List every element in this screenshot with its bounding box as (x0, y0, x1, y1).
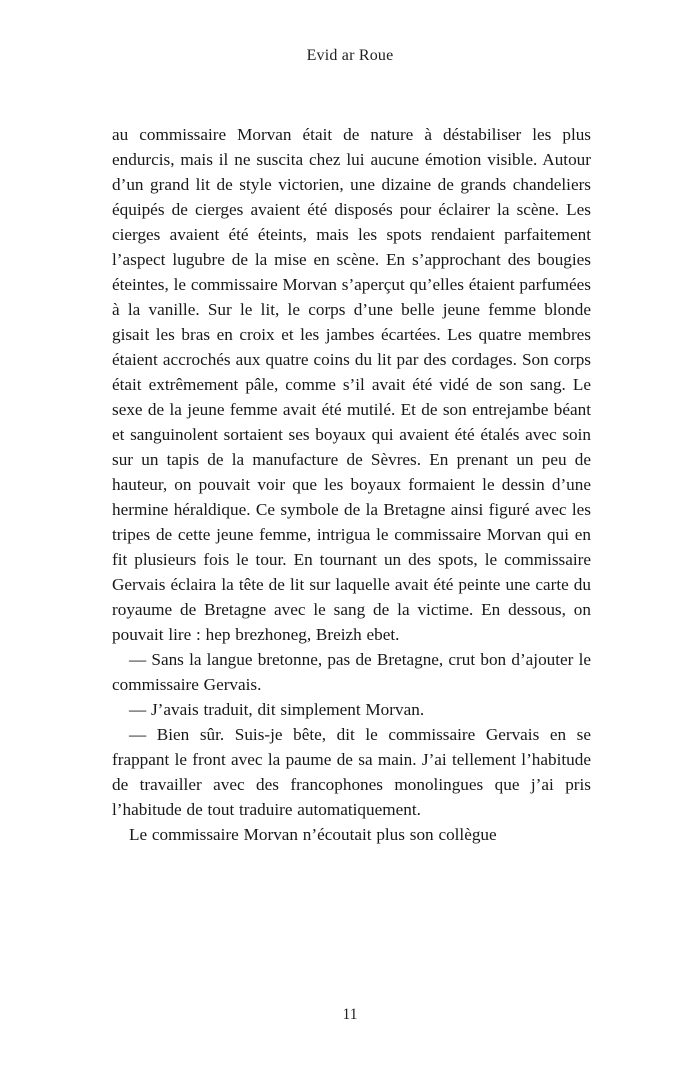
paragraph-narration: Le commissaire Morvan n’écoutait plus son collègue (129, 825, 497, 844)
body-text-block (112, 122, 591, 847)
paragraph-dialogue: — Sans la langue bretonne, pas de Bretagne, crut bon d’ajouter le commissaire Gervais. (112, 650, 591, 694)
running-head-title: Evid ar Roue (306, 47, 394, 64)
paragraph-dialogue: — Bien sûr. Suis-je bête, dit le commissaire Gervais en se frappant le front avec la paume de sa main. J’ai tellement l’habitude de travailler avec des francophones monolingues que j’ai pris l’habitude de tout traduire automatiquement. (112, 725, 591, 819)
page-number: 11 (342, 1006, 358, 1023)
paragraph-continuation: au commissaire Morvan était de nature à déstabiliser les plus endurcis, mais il ne suscita chez lui aucune émotion visible. Autour d’un grand lit de style victorien, une dizaine de grands chandeliers équipés de cierges avaient été disposés pour éclairer la scène. Les cierges avaient été éteints, mais les spots rendaient parfaitement l’aspect lugubre de la mise en scène. En s’approchant des bougies éteintes, le commissaire Morvan s’aperçut qu’elles étaient parfumées à la vanille. Sur le lit, le corps d’une belle jeune femme blonde gisait les bras en croix et les jambes écartées. Les quatre membres étaient accrochés aux quatre coins du lit par des cordages. Son corps était extrêmement pâle, comme s’il avait été vidé de son sang. Le sexe de la jeune femme avait été mutilé. Et de son entrejambe béant et sanguinolent sortaient ses boyaux qui avaient été étalés avec soin sur un tapis de la manufacture de Sèvres. En prenant un peu de hauteur, on pouvait voir que les boyaux formaient le dessin d’une hermine héraldique. Ce symbole de la Bretagne ainsi figuré avec les tripes de cette jeune femme, intrigua le commissaire Morvan qui en fit plusieurs fois le tour. En tournant un des spots, le commissaire Gervais éclaira la tête de lit sur laquelle avait été peinte une carte du royaume de Bretagne avec le sang de la victime. En dessous, on pouvait lire : hep brezhoneg, Breizh ebet. (112, 125, 591, 644)
paragraph-dialogue: — J’avais traduit, dit simplement Morvan. (129, 700, 425, 719)
